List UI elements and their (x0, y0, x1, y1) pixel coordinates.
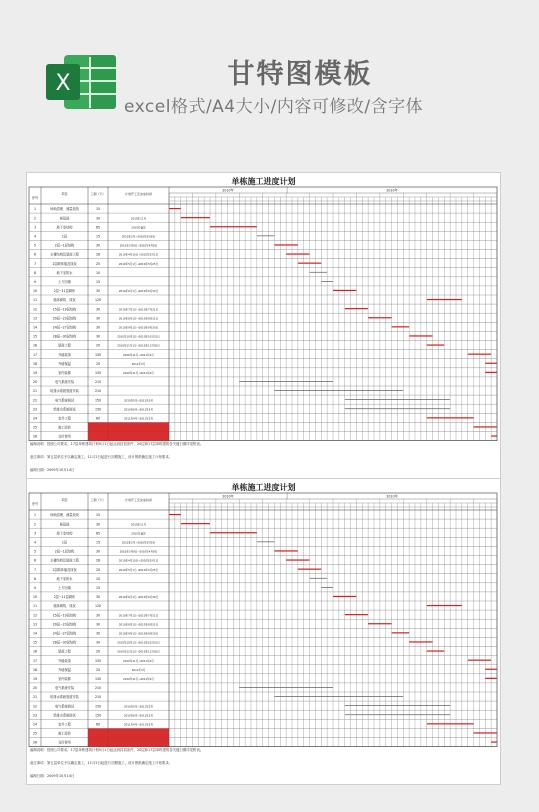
row-number: 17 (32, 352, 38, 357)
col-header-dates: 计划开工及完成时间 (124, 192, 153, 196)
row-item: 20层~23层结构 (52, 622, 77, 627)
gantt-bar (485, 678, 497, 679)
row-item: 28层~30层结构 (52, 640, 77, 645)
row-number: 9 (33, 585, 37, 590)
row-dates: 2010年3月9日→2010年4月8日 (119, 244, 158, 248)
row-dates: 2010年6月→2011年5月 (123, 714, 154, 718)
gantt-bar (345, 308, 368, 309)
note-line: 编制说明：按照公司要求，17层单栋建筑计划5月1日起达到封顶条件，20层和17层单栋建筑各关键日期详见附表。 (30, 748, 204, 752)
row-days: 25 (95, 261, 101, 266)
row-number: 13 (32, 622, 38, 627)
gantt-bar (274, 550, 297, 551)
row-number: 6 (33, 558, 37, 563)
row-item: 外墙保温 (58, 667, 71, 672)
row-number: 4 (33, 234, 37, 239)
row-days: 150 (94, 370, 102, 375)
gantt-sheet-1 (26, 172, 501, 479)
row-number: 19 (32, 676, 38, 681)
row-number: 22 (32, 704, 38, 709)
row-number: 13 (32, 316, 38, 321)
row-days: 10 (95, 270, 101, 275)
row-dates: 2010年5月1日→2010年5月25日 (118, 568, 159, 572)
year-header: 2010年 (222, 188, 234, 193)
row-item: 地下室结构 (56, 225, 73, 230)
row-days: 150 (94, 658, 102, 663)
row-item: 20层~23层结构 (52, 316, 77, 321)
row-dates: 2010年10月1日→2010年10月31日 (117, 335, 160, 339)
row-item: 屋面工程 (58, 649, 71, 654)
gantt-bar (427, 417, 474, 418)
row-item: 桩基础 (59, 522, 70, 527)
row-dates: 2010年2月→2010年3月8日 (121, 235, 156, 239)
row-dates: 2010年6月1日→2010年6月30日 (118, 596, 159, 600)
row-number: 1 (33, 207, 37, 212)
col-header-no: 序号 (31, 196, 39, 200)
row-item: 15层~19层结构 (52, 307, 77, 312)
year-header: 2010年 (386, 188, 398, 193)
row-dates: 2010年7月1日→2010年7月31日 (118, 308, 159, 312)
row-days: 150 (94, 352, 102, 357)
row-dates: 2010年5月1日→2010年5月25日 (118, 262, 159, 266)
sheet-title: 单栋施工进度计划 (231, 176, 296, 186)
row-days: 210 (94, 686, 102, 691)
row-number: 26 (32, 740, 38, 745)
row-dates: 2010年11月→2011年4月 (123, 677, 154, 681)
row-number: 18 (32, 667, 38, 672)
row-dates: 2010年11月1日→2010年11月20日 (117, 650, 160, 654)
row-days: 10 (95, 576, 101, 581)
row-number: 7 (33, 567, 37, 572)
gantt-bar (286, 253, 309, 254)
row-days: 30 (95, 216, 101, 221)
row-days: 65 (95, 225, 101, 230)
gantt-bar (468, 660, 491, 661)
gantt-bar (427, 299, 462, 300)
row-days: 25 (95, 567, 101, 572)
row-number: 21 (32, 695, 38, 700)
row-days: 30 (95, 595, 101, 600)
gantt-bar (181, 523, 210, 524)
row-days: 210 (94, 389, 102, 394)
row-days: 28 (95, 252, 101, 257)
row-item: 电气系统安装 (54, 380, 75, 385)
row-item: 竣工验收 (58, 731, 71, 736)
row-number: 20 (32, 686, 38, 691)
row-dates: 2010年6月1日→2010年6月30日 (118, 290, 159, 294)
row-item: 28层~30层结构 (52, 334, 77, 339)
row-days: 60 (95, 416, 101, 421)
row-item: 24层~27层结构 (52, 631, 77, 636)
note-line: 编制日期：2009年10月14日 (30, 774, 75, 778)
row-item: 外墙装饰 (58, 658, 71, 663)
gantt-bar (333, 290, 356, 291)
gantt-bar (392, 632, 410, 633)
row-days: 120 (94, 604, 102, 609)
row-dates: 2011年4月→2011年5月 (123, 417, 154, 421)
row-item: 地下室防水 (56, 576, 73, 581)
col-header-item: 项目 (61, 498, 68, 502)
row-dates: 2010年10月1日→2010年10月31日 (117, 641, 160, 645)
gantt-bar (333, 596, 356, 597)
row-item: 外墙保温 (58, 361, 71, 366)
row-dates: 2010年4月10日→2010年5月1日 (118, 559, 159, 563)
row-number: 21 (32, 389, 38, 394)
row-item: 室内装修 (58, 676, 71, 681)
row-item: 交付使用 (58, 740, 71, 745)
row-number: 8 (33, 576, 37, 581)
row-item: 地下室防水 (56, 270, 73, 275)
gantt-bar (491, 435, 497, 436)
row-item: 给排水系统管道安装 (50, 389, 79, 394)
row-item: 2层~11层砌体 (53, 289, 76, 294)
row-number: 9 (33, 279, 37, 284)
row-days: 30 (95, 622, 101, 627)
row-item: 电气系统调试 (54, 398, 75, 403)
gantt-bar (427, 605, 462, 606)
row-days: 150 (94, 704, 102, 709)
row-item: 24层~27层结构 (52, 325, 77, 330)
row-days: 30 (95, 316, 101, 321)
row-number: 14 (32, 631, 38, 636)
col-header-dates: 计划开工及完成时间 (124, 498, 153, 502)
row-dates: 2010年11月1日→2010年11月20日 (117, 344, 160, 348)
row-number: 25 (32, 425, 38, 430)
gantt-grid (27, 173, 500, 478)
row-days: 30 (95, 613, 101, 618)
row-number: 12 (32, 307, 38, 312)
row-number: 3 (33, 225, 37, 230)
row-dates: 2010年6月→2011年5月 (123, 408, 154, 412)
row-item: 墙体砌筑、抹灰 (53, 298, 76, 303)
row-days: 150 (94, 407, 102, 412)
row-item: 室外工程 (58, 722, 71, 727)
row-item: 给排水系统管道安装 (50, 695, 79, 700)
row-dates: 2010年2月→2010年3月8日 (121, 541, 156, 545)
row-days: 20 (95, 649, 101, 654)
row-dates: 2010年3月9日→2010年4月8日 (119, 550, 158, 554)
gantt-bar (468, 354, 491, 355)
row-number: 5 (33, 243, 37, 248)
gantt-bar (345, 714, 450, 715)
year-header: 2010年 (222, 494, 234, 499)
row-dates: 2011年3月 (131, 668, 146, 672)
row-number: 12 (32, 613, 38, 618)
row-days: 15 (95, 234, 101, 239)
row-number: 8 (33, 270, 37, 275)
row-item: 竣工验收 (58, 425, 71, 430)
gantt-bar (257, 236, 275, 237)
row-dates: 2010年11月 (130, 217, 147, 221)
row-number: 6 (33, 252, 37, 257)
gantt-bar (321, 281, 333, 282)
row-number: 14 (32, 325, 38, 330)
row-days: 30 (95, 243, 101, 248)
note-line: 编制说明：按照公司要求，17层单栋建筑计划5月1日起达到封顶条件，20层和17层单栋建筑各关键日期详见附表。 (30, 442, 204, 446)
gantt-bar (210, 532, 257, 533)
row-dates: 2010年备注 (131, 532, 146, 536)
gantt-bar (310, 272, 328, 273)
row-dates: 2010年5月→2011年5月 (123, 399, 154, 403)
gantt-bar (345, 614, 368, 615)
row-item: 电气系统调试 (54, 704, 75, 709)
row-days: 65 (95, 531, 101, 536)
gantt-bar (310, 578, 328, 579)
gantt-bar (485, 669, 497, 670)
gantt-bar (474, 426, 497, 427)
row-item: 给排水系统调试 (53, 713, 76, 718)
row-days: 30 (95, 631, 101, 636)
row-number: 16 (32, 649, 38, 654)
highlight-cell (88, 422, 169, 440)
col-header-days: 工期（天） (90, 498, 106, 502)
gantt-bar (409, 335, 432, 336)
row-number: 18 (32, 361, 38, 366)
row-number: 23 (32, 713, 38, 718)
col-header-days: 工期（天） (90, 192, 106, 196)
gantt-bar (474, 732, 497, 733)
gantt-bar (274, 390, 403, 391)
row-item: 室外工程 (58, 416, 71, 421)
note-line: 备注事项：第五层单位予以确定施工，11月2日起进行初期施工，设计图纸确定施工计划要求。 (30, 761, 173, 765)
row-number: 17 (32, 658, 38, 663)
row-days: 15 (95, 585, 101, 590)
row-days: 20 (95, 343, 101, 348)
row-days: 25 (95, 361, 101, 366)
row-item: 15层~19层结构 (52, 613, 77, 618)
gantt-bar (345, 399, 450, 400)
row-number: 7 (33, 261, 37, 266)
gantt-bar (345, 408, 450, 409)
gantt-bar (169, 208, 181, 209)
row-days: 120 (94, 298, 102, 303)
row-days: 15 (95, 513, 101, 518)
row-item: 外墙装饰 (58, 352, 71, 357)
row-item: 2层~1层结构 (54, 243, 75, 248)
gantt-bar (274, 244, 297, 245)
row-item: 主楼结构及屋面工程 (50, 252, 79, 257)
row-item: 墙体砌筑、抹灰 (53, 604, 76, 609)
row-days: 210 (94, 380, 102, 385)
row-days: 150 (94, 676, 102, 681)
row-dates: 2010年7月1日→2010年7月31日 (118, 614, 159, 618)
row-item: 土方回填 (58, 585, 71, 590)
row-days: 30 (95, 334, 101, 339)
gantt-bar (298, 263, 321, 264)
gantt-bar (257, 542, 275, 543)
row-dates: 2010年5月→2011年5月 (123, 705, 154, 709)
banner (0, 0, 539, 165)
gantt-bar (239, 381, 333, 382)
row-days: 150 (94, 713, 102, 718)
row-number: 1 (33, 513, 37, 518)
row-days: 15 (95, 540, 101, 545)
note-line: 备注事项：第五层单位予以确定施工，11月2日起进行初期施工，设计图纸确定施工计划要求。 (30, 455, 173, 459)
gantt-bar (169, 514, 181, 515)
row-dates: 2010年4月10日→2010年5月1日 (118, 253, 159, 257)
row-number: 15 (32, 640, 38, 645)
row-number: 4 (33, 540, 37, 545)
row-days: 30 (95, 307, 101, 312)
gantt-bar (181, 217, 210, 218)
row-number: 25 (32, 731, 38, 736)
gantt-bar (368, 317, 391, 318)
row-dates: 2010年11月→2011年4月 (123, 659, 154, 663)
row-item: 地下室结构 (56, 531, 73, 536)
sheet-title: 单栋施工进度计划 (231, 482, 296, 492)
row-number: 24 (32, 416, 38, 421)
row-dates: 2010年11月→2011年4月 (123, 371, 154, 375)
gantt-grid (27, 479, 500, 784)
gantt-bar (485, 363, 497, 364)
gantt-bar (239, 687, 333, 688)
row-number: 11 (32, 298, 38, 303)
row-number: 11 (32, 604, 38, 609)
gantt-bar (485, 372, 497, 373)
row-number: 3 (33, 531, 37, 536)
row-number: 23 (32, 407, 38, 412)
gantt-bar (427, 723, 474, 724)
gantt-bar (274, 696, 403, 697)
row-days: 30 (95, 325, 101, 330)
row-number: 20 (32, 380, 38, 385)
gantt-bar (491, 741, 497, 742)
col-header-item: 项目 (61, 192, 68, 196)
row-number: 2 (33, 216, 37, 221)
row-days: 150 (94, 398, 102, 403)
row-item: 室内装修 (58, 370, 71, 375)
page-title: 甘特图模板 (227, 59, 373, 90)
row-item: 交付使用 (58, 434, 71, 439)
row-item: 1层砌体墙及抹灰 (52, 261, 77, 266)
row-number: 19 (32, 370, 38, 375)
row-number: 2 (33, 522, 37, 527)
gantt-bar (409, 641, 432, 642)
row-number: 16 (32, 343, 38, 348)
gantt-bar (427, 344, 445, 345)
row-item: 场地清理、测量放线 (50, 207, 79, 212)
row-number: 10 (32, 289, 38, 294)
row-number: 10 (32, 595, 38, 600)
row-item: 1层砌体墙及抹灰 (52, 567, 77, 572)
row-item: 电气系统安装 (54, 686, 75, 691)
row-item: 1层 (61, 540, 68, 545)
row-days: 210 (94, 695, 102, 700)
row-days: 25 (95, 667, 101, 672)
row-item: 桩基础 (59, 216, 70, 221)
gantt-bar (210, 226, 257, 227)
row-days: 30 (95, 522, 101, 527)
gantt-bar (321, 587, 333, 588)
row-item: 1层 (61, 234, 68, 239)
row-item: 主楼结构及屋面工程 (50, 558, 79, 563)
logo-letter: X (55, 71, 71, 96)
row-days: 30 (95, 549, 101, 554)
row-dates: 2010年11月→2011年4月 (123, 353, 154, 357)
gantt-sheet-2 (26, 478, 501, 785)
row-days: 15 (95, 279, 101, 284)
row-number: 26 (32, 434, 38, 439)
row-days: 30 (95, 640, 101, 645)
gantt-bar (298, 569, 321, 570)
highlight-cell (88, 728, 169, 746)
row-days: 30 (95, 289, 101, 294)
row-dates: 2011年3月 (131, 362, 146, 366)
row-number: 15 (32, 334, 38, 339)
row-days: 60 (95, 722, 101, 727)
row-item: 场地清理、测量放线 (50, 513, 79, 518)
excel-logo-icon (44, 52, 118, 112)
row-dates: 2010年11月 (130, 523, 147, 527)
gantt-bar (392, 326, 410, 327)
row-item: 2层~11层砌体 (53, 595, 76, 600)
row-number: 22 (32, 398, 38, 403)
row-dates: 2010年9月1日→2010年9月30日 (118, 632, 159, 636)
gantt-bar (368, 623, 391, 624)
row-dates: 2010年8月1日→2010年8月31日 (118, 317, 159, 321)
year-header: 2010年 (386, 494, 398, 499)
row-item: 2层~1层结构 (54, 549, 75, 554)
row-number: 24 (32, 722, 38, 727)
row-days: 15 (95, 207, 101, 212)
row-item: 土方回填 (58, 279, 71, 284)
note-line: 编制日期：2009年10月14日 (30, 468, 75, 472)
page-subtitle: excel格式/A4大小/内容可修改/含字体 (124, 97, 424, 117)
row-dates: 2010年9月1日→2010年9月30日 (118, 326, 159, 330)
col-header-no: 序号 (31, 502, 39, 506)
row-days: 28 (95, 558, 101, 563)
row-dates: 2010年备注 (131, 226, 146, 230)
row-dates: 2011年4月→2011年5月 (123, 723, 154, 727)
gantt-bar (286, 559, 309, 560)
gantt-bar (427, 650, 445, 651)
row-dates: 2010年8月1日→2010年8月31日 (118, 623, 159, 627)
gantt-bar (345, 705, 450, 706)
row-number: 5 (33, 549, 37, 554)
row-item: 屋面工程 (58, 343, 71, 348)
row-item: 给排水系统调试 (53, 407, 76, 412)
